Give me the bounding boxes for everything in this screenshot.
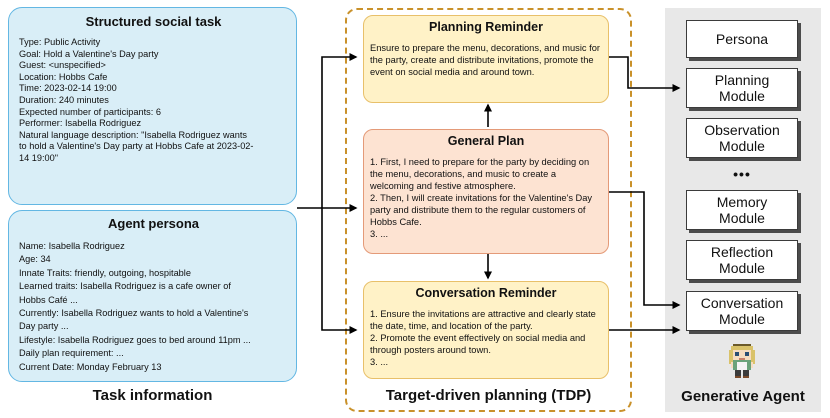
task-information-label: Task information	[92, 387, 213, 404]
structured-task-line: 14 19:00"	[19, 152, 59, 163]
persona-module-label: Persona	[715, 31, 769, 47]
reflection-module	[686, 240, 798, 280]
conversation-module	[686, 291, 798, 331]
agent-avatar-icon	[725, 342, 759, 380]
agent-persona-line: Age: 34	[19, 254, 51, 265]
persona-module	[686, 20, 798, 58]
agent-persona-line: Innate Traits: friendly, outgoing, hospitable	[19, 267, 191, 278]
structured-task-line: Natural language description: "Isabella Rodriguez wants	[19, 129, 247, 140]
structured-task-line: to hold a Valentine's Day party at Hobbs Cafe at 2023-02-	[19, 141, 254, 152]
agent-persona-line: Daily plan requirement: ...	[19, 348, 124, 359]
structured-task-line: Goal: Hold a Valentine's Day party	[19, 48, 159, 59]
structured-task-card	[8, 7, 297, 205]
agent-persona-line: Day party ...	[19, 321, 69, 332]
conversation-module-label: Conversation Module	[700, 295, 784, 327]
agent-persona-line: Current Date: Monday February 13	[19, 361, 162, 372]
agent-persona-line: Lifestyle: Isabella Rodriguez goes to bed around 11pm ...	[19, 334, 251, 345]
agent-persona-lines	[19, 240, 288, 374]
tdp-label: Target-driven planning (TDP)	[385, 387, 592, 404]
observation-module-label: Observation Module	[704, 122, 780, 154]
planning-reminder-text: Ensure to prepare the menu, decorations, and music for the party, create and distribute invitations, promote the event on social media and around town.	[370, 43, 600, 77]
generative-agent-label: Generative Agent	[681, 388, 805, 405]
agent-persona-line: Currently: Isabella Rodriguez wants to hold a Valentine's	[19, 308, 249, 319]
arrow-to-planning-module	[609, 57, 679, 88]
general-plan-box	[363, 129, 609, 254]
arrow-to-conversation-reminder	[322, 208, 356, 330]
memory-module-label: Memory Module	[716, 194, 768, 226]
structured-task-line: Time: 2023-02-14 19:00	[19, 83, 117, 94]
observation-module	[686, 118, 798, 158]
conversation-reminder-title: Conversation Reminder	[415, 286, 557, 300]
agent-persona-line: Hobbs Café ...	[19, 294, 78, 305]
structured-task-title: Structured social task	[85, 14, 222, 29]
structured-task-line: Location: Hobbs Cafe	[19, 71, 108, 82]
planning-reminder-title: Planning Reminder	[429, 20, 543, 34]
planning-reminder-box	[363, 15, 609, 103]
agent-persona-title: Agent persona	[107, 216, 199, 231]
structured-task-lines	[19, 37, 288, 165]
memory-module	[686, 190, 798, 230]
planning-module-label: Planning Module	[714, 72, 770, 104]
conversation-reminder-text: 1. Ensure the invitations are attractive and clearly state the date, time, and location of the party. 2. Promote the event effectively on social media and through posters around town. 3. ...	[370, 309, 596, 367]
structured-task-line: Type: Public Activity	[19, 37, 101, 47]
structured-task-line: Duration: 240 minutes	[19, 94, 109, 105]
arrow-plan-to-conversation-module	[609, 192, 679, 305]
structured-task-line: Performer: Isabella Rodriguez	[19, 118, 142, 129]
structured-task-line: Guest: <unspecified>	[19, 60, 106, 71]
general-plan-title: General Plan	[447, 134, 525, 148]
planning-module	[686, 68, 798, 108]
reflection-module-label: Reflection Module	[710, 244, 774, 276]
general-plan-text: 1. First, I need to prepare for the party by deciding on the menu, decorations, and music to create a welcoming and festive atmosphere. 2. Then, I will create invitations for the Valentine's Day party and distribute them to the regular customers of Hobbs Cafe. 3. ...	[370, 157, 593, 239]
arrow-to-planning-reminder	[322, 57, 356, 208]
agent-persona-card	[8, 210, 297, 382]
more-modules-ellipsis: •••	[733, 166, 751, 182]
structured-task-line: Expected number of participants: 6	[19, 106, 161, 117]
conversation-reminder-box	[363, 281, 609, 379]
agent-persona-line: Name: Isabella Rodriguez	[19, 241, 125, 251]
agent-persona-line: Learned traits: Isabella Rodriguez is a cafe owner of	[19, 281, 231, 292]
